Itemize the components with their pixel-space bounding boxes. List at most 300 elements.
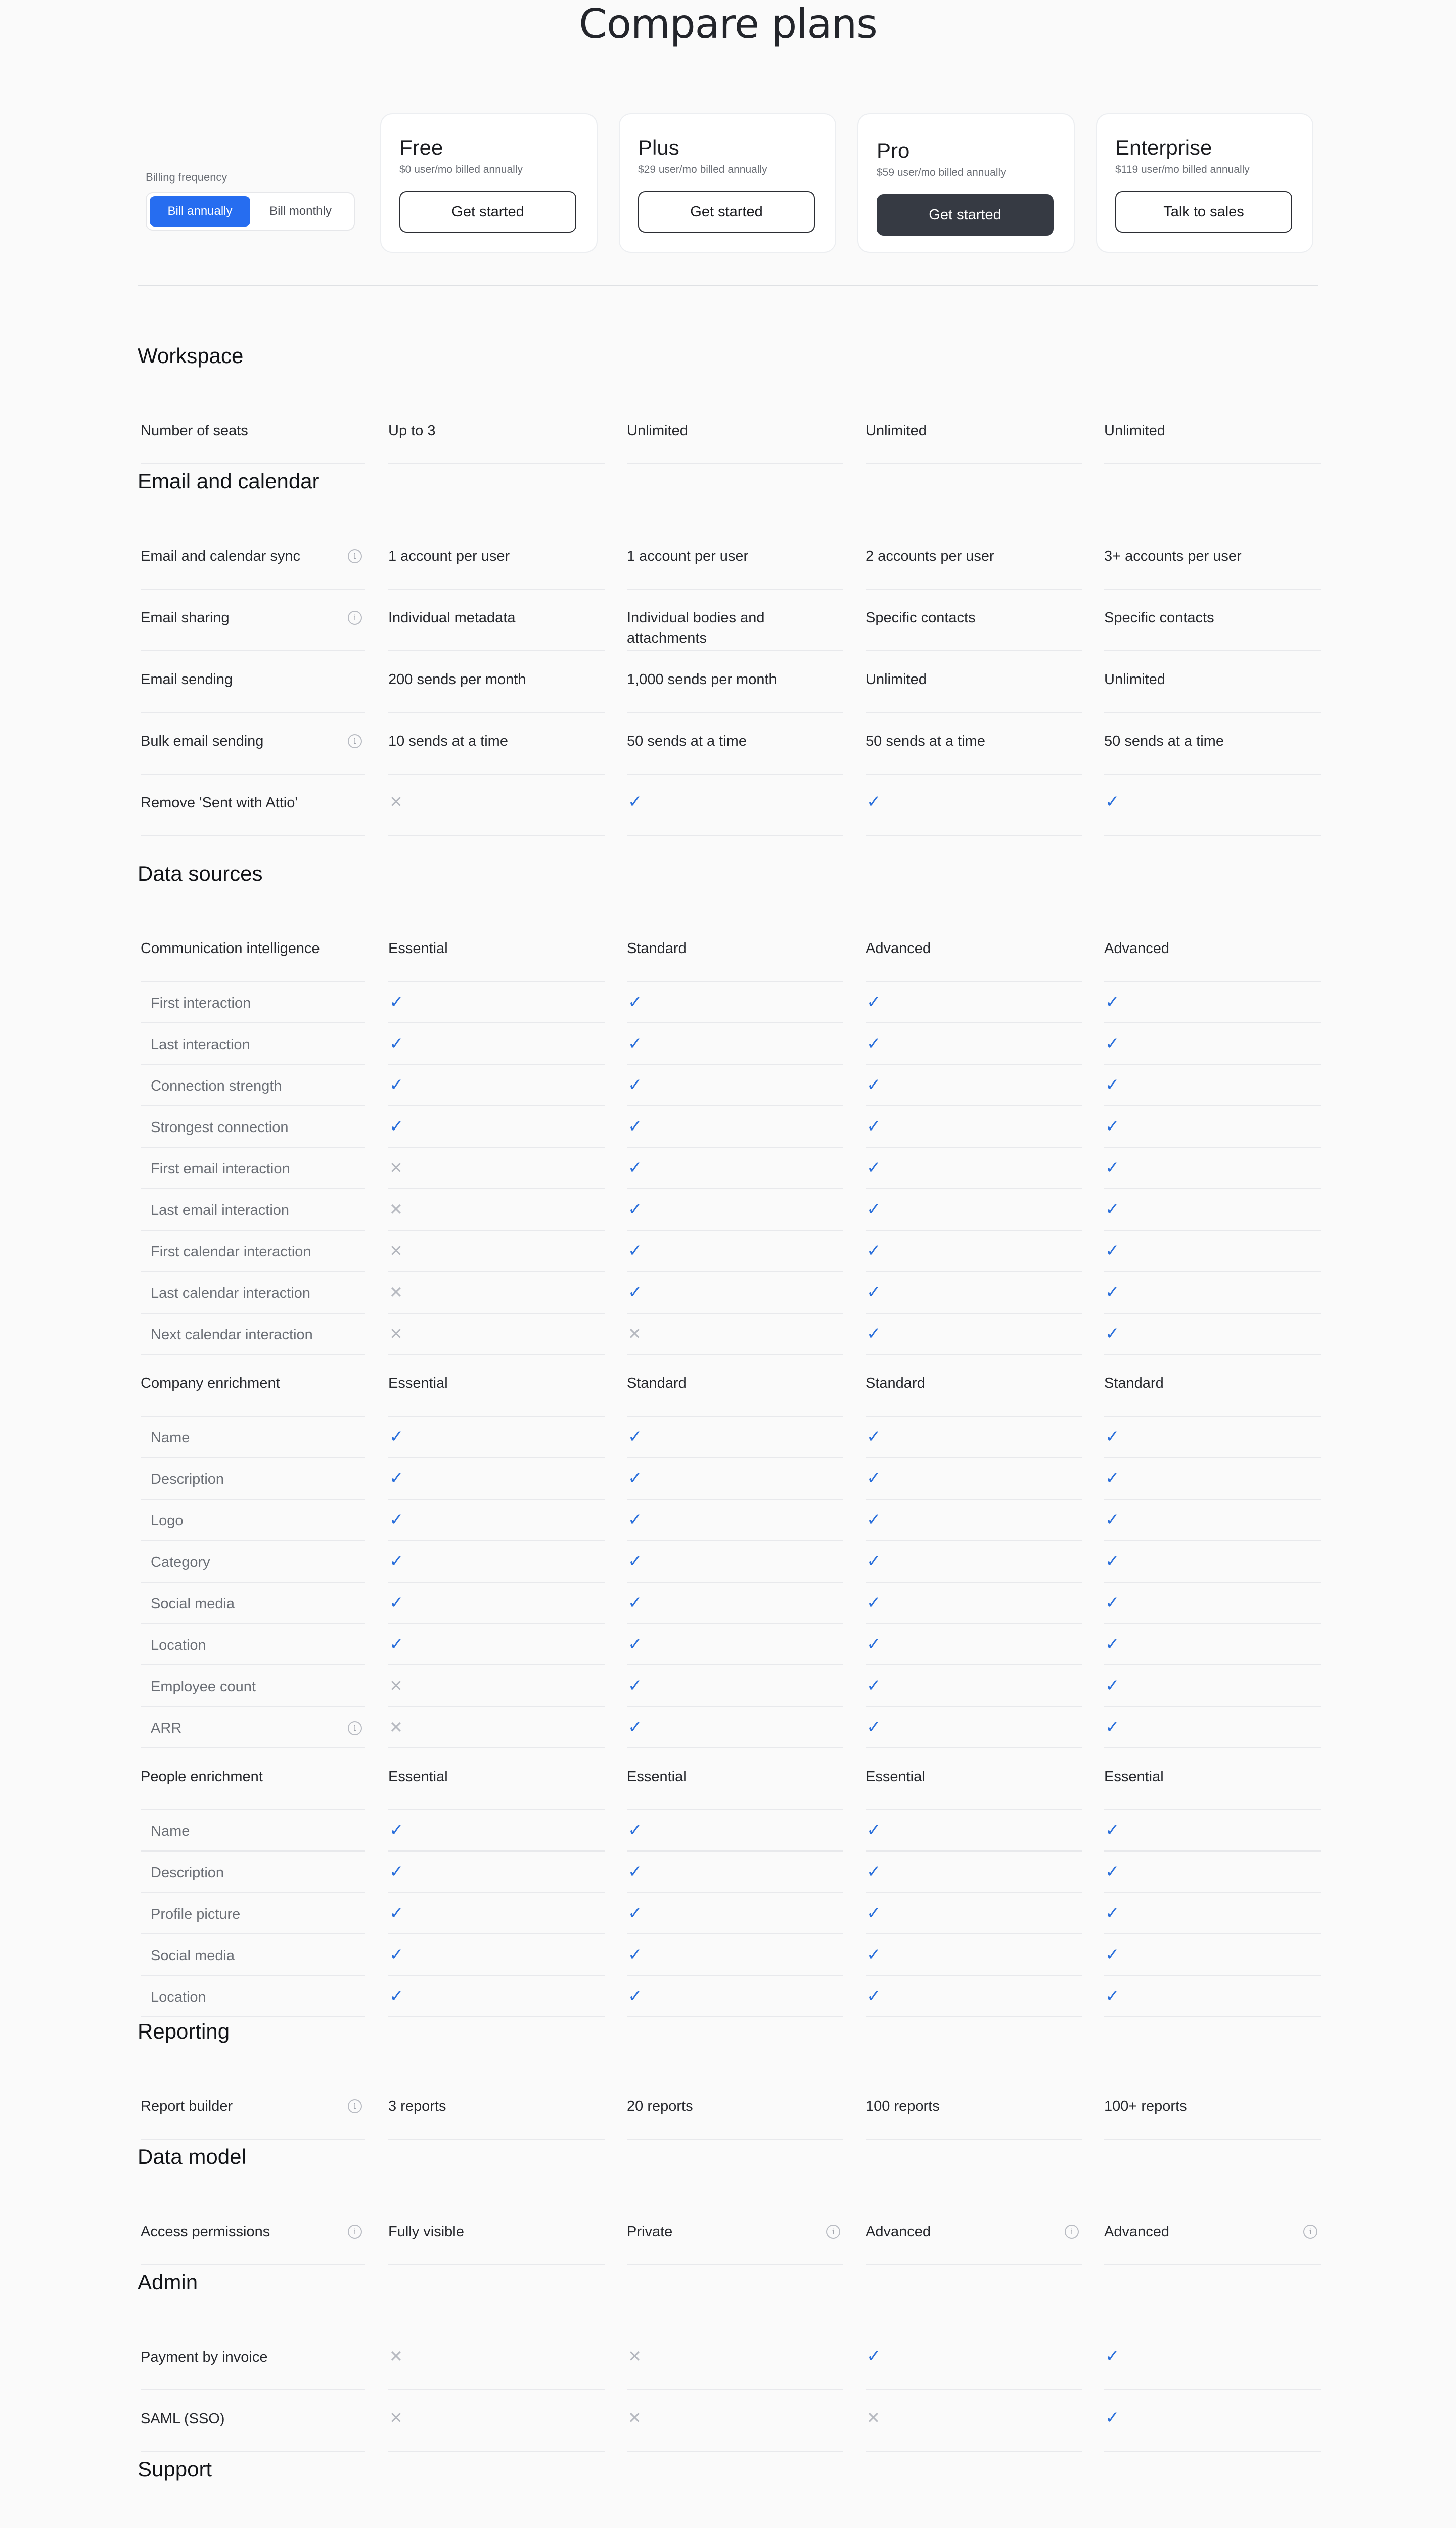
check-icon: ✓: [628, 1158, 643, 1178]
section-title: Data sources: [138, 862, 263, 885]
feature-label: Employee count: [151, 1679, 256, 1695]
plan-value-cell: [1104, 713, 1321, 775]
check-icon: ✓: [628, 1117, 643, 1136]
table-row: [138, 651, 1318, 713]
check-icon: ✓: [867, 1718, 881, 1737]
plan-value: Essential: [627, 1769, 687, 1785]
plan-value-cell: [866, 1148, 1082, 1189]
plan-value-cell: [866, 1272, 1082, 1314]
check-icon: ✓: [867, 1821, 881, 1840]
check-icon: ✓: [389, 1593, 404, 1612]
plan-value-cell: [866, 1189, 1082, 1231]
plan-value-cell: [1104, 2516, 1321, 2528]
table-row: [138, 1148, 1318, 1189]
table-row: [138, 1023, 1318, 1065]
plan-value-cell: [627, 1065, 843, 1106]
plan-value: 200 sends per month: [388, 671, 526, 688]
check-icon: ✓: [867, 1469, 881, 1488]
plan-value-cell: [1104, 1065, 1321, 1106]
check-icon: ✓: [867, 1862, 881, 1881]
plan-value-cell: [866, 1707, 1082, 1748]
plan-value-cell: [866, 2203, 1082, 2265]
plan-value-cell: [866, 920, 1082, 982]
info-icon[interactable]: [348, 611, 362, 625]
table-row: [138, 1665, 1318, 1707]
table-row: [138, 590, 1318, 651]
plan-value-cell: [627, 1500, 843, 1541]
table-row: [138, 1458, 1318, 1500]
plan-value-cell: [866, 1417, 1082, 1458]
feature-cell: [141, 1231, 365, 1272]
plan-value-cell: [866, 402, 1082, 464]
check-icon: ✓: [1105, 2408, 1120, 2427]
plan-value-cell: [388, 1355, 605, 1417]
plan-value-cell: [1104, 590, 1321, 651]
feature-label: Strongest connection: [151, 1119, 289, 1136]
plan-name: Plus: [638, 136, 679, 159]
talk-to-sales-button[interactable]: Talk to sales: [1115, 191, 1292, 233]
get-started-button[interactable]: Get started: [877, 194, 1054, 236]
plan-value-cell: [627, 1893, 843, 1934]
check-icon: ✓: [389, 1862, 404, 1881]
check-icon: ✓: [628, 1510, 643, 1529]
check-icon: ✓: [628, 1552, 643, 1571]
plan-value-cell: [866, 2390, 1082, 2452]
check-icon: ✓: [389, 1469, 404, 1488]
feature-label: Last email interaction: [151, 1202, 290, 1218]
plan-value: Essential: [866, 1769, 925, 1785]
check-icon: ✓: [867, 1427, 881, 1447]
plan-value-cell: [388, 2516, 605, 2528]
cross-icon: ✕: [867, 2409, 880, 2427]
plan-value-cell: [866, 1934, 1082, 1976]
table-row: [138, 2203, 1318, 2265]
check-icon: ✓: [1105, 1427, 1120, 1447]
plan-value-cell: [627, 1314, 843, 1355]
check-icon: ✓: [389, 1510, 404, 1529]
plan-value-cell: [1104, 1106, 1321, 1148]
feature-cell: [141, 1541, 365, 1583]
plan-value-cell: [1104, 1852, 1321, 1893]
check-icon: ✓: [1105, 1117, 1120, 1136]
plan-value-cell: [627, 1852, 843, 1893]
table-row: [138, 1583, 1318, 1624]
plan-value-cell: [866, 1106, 1082, 1148]
plan-value-cell: [866, 1314, 1082, 1355]
check-icon: ✓: [1105, 1510, 1120, 1529]
plan-price: $119 user/mo billed annually: [1115, 164, 1250, 175]
plan-value-cell: [866, 651, 1082, 713]
feature-cell: [141, 1023, 365, 1065]
plan-value-cell: [388, 1417, 605, 1458]
plan-value-cell: [627, 590, 843, 651]
feature-label: People enrichment: [141, 1769, 263, 1785]
plan-value: 3+ accounts per user: [1104, 548, 1242, 564]
check-icon: ✓: [389, 1904, 404, 1923]
plan-value-cell: [627, 402, 843, 464]
check-icon: ✓: [389, 1945, 404, 1964]
plan-value: Individual bodies and attachments: [627, 610, 765, 646]
plan-value-cell: [627, 713, 843, 775]
plan-value: Essential: [1104, 1769, 1164, 1785]
table-row: [138, 1231, 1318, 1272]
plan-value-cell: [866, 1023, 1082, 1065]
check-icon: ✓: [628, 1283, 643, 1302]
plan-name: Enterprise: [1115, 136, 1212, 159]
plan-value-cell: [388, 1748, 605, 1810]
plan-value-cell: [866, 1976, 1082, 2017]
billing-frequency-label: Billing frequency: [146, 171, 228, 184]
feature-cell: [141, 1893, 365, 1934]
check-icon: ✓: [1105, 1593, 1120, 1612]
check-icon: ✓: [628, 1987, 643, 2006]
plan-value-cell: [866, 1624, 1082, 1665]
plan-value-cell: [627, 2329, 843, 2390]
check-icon: ✓: [1105, 1200, 1120, 1219]
bill-annually-button[interactable]: Bill annually: [150, 196, 250, 227]
plan-value-cell: [866, 1355, 1082, 1417]
check-icon: ✓: [867, 1552, 881, 1571]
info-icon[interactable]: [348, 1721, 362, 1735]
check-icon: ✓: [628, 1821, 643, 1840]
plan-value: 1 account per user: [388, 548, 510, 564]
table-row: [138, 2329, 1318, 2390]
info-icon[interactable]: [348, 2225, 362, 2239]
plan-value: Advanced: [1104, 2224, 1169, 2240]
check-icon: ✓: [867, 1200, 881, 1219]
plan-card-plus: [619, 113, 836, 253]
check-icon: ✓: [389, 1987, 404, 2006]
feature-cell: [141, 2203, 365, 2265]
cross-icon: ✕: [628, 1325, 642, 1343]
plan-value-cell: [627, 1810, 843, 1852]
plan-value-cell: [388, 1148, 605, 1189]
table-row: [138, 1417, 1318, 1458]
check-icon: ✓: [867, 1676, 881, 1695]
feature-cell: [141, 1665, 365, 1707]
plan-value-cell: [627, 1272, 843, 1314]
feature-cell: [141, 920, 365, 982]
check-icon: ✓: [1105, 1158, 1120, 1178]
plan-value-cell: [866, 1810, 1082, 1852]
check-icon: ✓: [867, 1158, 881, 1178]
check-icon: ✓: [1105, 1324, 1120, 1343]
billing-frequency: [146, 171, 355, 231]
plan-value-cell: [388, 2329, 605, 2390]
plan-value-cell: [388, 1934, 605, 1976]
plan-value-cell: [1104, 1810, 1321, 1852]
feature-cell: [141, 713, 365, 775]
check-icon: ✓: [867, 1945, 881, 1964]
check-icon: ✓: [1105, 1241, 1120, 1260]
plan-value-cell: [866, 775, 1082, 836]
check-icon: ✓: [867, 1510, 881, 1529]
plan-card-pro: [857, 113, 1075, 253]
cross-icon: ✕: [389, 2347, 403, 2365]
table-row: [138, 1355, 1318, 1417]
check-icon: ✓: [628, 1904, 643, 1923]
plan-value: Standard: [627, 1375, 687, 1391]
check-icon: ✓: [628, 1034, 643, 1053]
plan-value-cell: [627, 1148, 843, 1189]
plan-value-cell: [866, 1231, 1082, 1272]
check-icon: ✓: [867, 1987, 881, 2006]
bill-monthly-button[interactable]: Bill monthly: [269, 204, 332, 218]
table-row: [138, 775, 1318, 836]
plan-value-cell: [388, 1707, 605, 1748]
plan-value-cell: [627, 1458, 843, 1500]
cross-icon: ✕: [389, 1159, 403, 1177]
plan-value: Essential: [388, 940, 448, 957]
check-icon: ✓: [867, 992, 881, 1012]
plan-value: 50 sends at a time: [1104, 733, 1224, 749]
info-icon[interactable]: [348, 549, 362, 563]
plan-value-cell: [627, 1541, 843, 1583]
plan-price: $59 user/mo billed annually: [877, 167, 1006, 178]
check-icon: ✓: [1105, 1945, 1120, 1964]
plan-value-cell: [866, 1748, 1082, 1810]
plan-value-cell: [1104, 1458, 1321, 1500]
get-started-button[interactable]: Get started: [399, 191, 576, 233]
plan-value-cell: [627, 1707, 843, 1748]
feature-cell: [141, 1500, 365, 1541]
plan-value-cell: [1104, 1893, 1321, 1934]
cross-icon: ✕: [389, 1718, 403, 1736]
plan-value-cell: [627, 920, 843, 982]
info-icon[interactable]: [826, 2225, 840, 2239]
info-icon[interactable]: [1065, 2225, 1079, 2239]
feature-cell: [141, 1852, 365, 1893]
plan-value: Specific contacts: [866, 610, 976, 626]
cross-icon: ✕: [389, 1283, 403, 1301]
check-icon: ✓: [867, 1075, 881, 1095]
table-row: [138, 1272, 1318, 1314]
plan-value-cell: [1104, 1583, 1321, 1624]
plan-value-cell: [388, 402, 605, 464]
plan-value-cell: [1104, 1934, 1321, 1976]
plan-value-cell: [388, 713, 605, 775]
table-row: [138, 1852, 1318, 1893]
feature-label: SAML (SSO): [141, 2411, 225, 2427]
feature-cell: [141, 590, 365, 651]
table-row: [138, 1500, 1318, 1541]
plan-value-cell: [627, 982, 843, 1023]
plan-value-cell: [388, 1065, 605, 1106]
table-row: [138, 2516, 1318, 2528]
check-icon: ✓: [628, 1718, 643, 1737]
check-icon: ✓: [867, 1635, 881, 1654]
feature-cell: [141, 1458, 365, 1500]
feature-cell: [141, 1355, 365, 1417]
plan-value-cell: [1104, 2390, 1321, 2452]
table-row: [138, 402, 1318, 464]
feature-label: Location: [151, 1637, 206, 1653]
table-row: [138, 2390, 1318, 2452]
plan-value-cell: [627, 2516, 843, 2528]
feature-label: Access permissions: [141, 2224, 270, 2240]
feature-label: Location: [151, 1989, 206, 2005]
plan-value-cell: [866, 1065, 1082, 1106]
plan-value: 100 reports: [866, 2098, 940, 2114]
plan-value: Unlimited: [627, 423, 688, 439]
get-started-button[interactable]: Get started: [638, 191, 815, 233]
table-row: [138, 1106, 1318, 1148]
check-icon: ✓: [1105, 992, 1120, 1012]
plan-value-cell: [627, 1231, 843, 1272]
plan-value-cell: [866, 1665, 1082, 1707]
plan-value-cell: [627, 1106, 843, 1148]
plan-value-cell: [627, 528, 843, 590]
plan-value-cell: [866, 590, 1082, 651]
plan-value-cell: [866, 1852, 1082, 1893]
table-row: [138, 1541, 1318, 1583]
feature-label: Description: [151, 1471, 224, 1487]
check-icon: ✓: [867, 2346, 881, 2366]
plan-value-cell: [866, 713, 1082, 775]
check-icon: ✓: [1105, 1075, 1120, 1095]
check-icon: ✓: [389, 1075, 404, 1095]
check-icon: ✓: [389, 1034, 404, 1053]
plan-value-cell: [1104, 1023, 1321, 1065]
plan-value: Unlimited: [1104, 671, 1165, 688]
feature-label: Payment by invoice: [141, 2349, 268, 2365]
plan-value-cell: [627, 1583, 843, 1624]
plan-value-cell: [388, 1624, 605, 1665]
plan-value-cell: [388, 1976, 605, 2017]
feature-cell: [141, 2329, 365, 2390]
plan-value: 20 reports: [627, 2098, 693, 2114]
section-title: Email and calendar: [138, 469, 320, 493]
plan-value: Essential: [388, 1375, 448, 1391]
feature-label: Number of seats: [141, 423, 248, 439]
table-row: [138, 2078, 1318, 2140]
plan-value-cell: [1104, 1148, 1321, 1189]
check-icon: ✓: [1105, 1552, 1120, 1571]
feature-label: First calendar interaction: [151, 1244, 311, 1260]
plan-value: 10 sends at a time: [388, 733, 508, 749]
plan-card-enterprise: [1096, 113, 1313, 253]
plan-value: Advanced: [866, 2224, 931, 2240]
plan-value: 1 account per user: [627, 548, 749, 564]
check-icon: ✓: [867, 1593, 881, 1612]
plan-value-cell: [388, 2203, 605, 2265]
plan-value: Specific contacts: [1104, 610, 1214, 626]
feature-label: Next calendar interaction: [151, 1327, 313, 1343]
plan-value-cell: [1104, 1976, 1321, 2017]
cross-icon: ✕: [389, 1242, 403, 1260]
check-icon: ✓: [1105, 1821, 1120, 1840]
plan-value-cell: [388, 1583, 605, 1624]
plan-value-cell: [1104, 982, 1321, 1023]
plan-value-cell: [388, 2390, 605, 2452]
feature-label: First email interaction: [151, 1161, 290, 1177]
feature-label: Company enrichment: [141, 1375, 280, 1391]
cross-icon: ✕: [389, 1325, 403, 1343]
table-row: [138, 1976, 1318, 2017]
plan-value-cell: [1104, 1624, 1321, 1665]
plan-value-cell: [1104, 920, 1321, 982]
check-icon: ✓: [628, 992, 643, 1012]
check-icon: ✓: [867, 1283, 881, 1302]
table-row: [138, 1810, 1318, 1852]
check-icon: ✓: [1105, 2346, 1120, 2366]
feature-label: First interaction: [151, 995, 251, 1011]
check-icon: ✓: [1105, 1635, 1120, 1654]
plan-value-cell: [388, 1231, 605, 1272]
plan-value-cell: [866, 1500, 1082, 1541]
plan-value-cell: [1104, 1665, 1321, 1707]
plan-value-cell: [627, 1417, 843, 1458]
check-icon: ✓: [867, 1117, 881, 1136]
plan-value-cell: [1104, 651, 1321, 713]
feature-cell: [141, 2078, 365, 2140]
plan-value-cell: [627, 651, 843, 713]
check-icon: ✓: [628, 1945, 643, 1964]
table-row: [138, 1748, 1318, 1810]
check-icon: ✓: [389, 992, 404, 1012]
check-icon: ✓: [628, 792, 643, 811]
feature-label: Social media: [151, 1596, 235, 1612]
table-row: [138, 1314, 1318, 1355]
plan-value: Private: [627, 2224, 673, 2240]
check-icon: ✓: [628, 1862, 643, 1881]
plan-value: 50 sends at a time: [627, 733, 747, 749]
table-row: [138, 528, 1318, 590]
check-icon: ✓: [628, 1635, 643, 1654]
cross-icon: ✕: [389, 793, 403, 811]
feature-cell: [141, 1417, 365, 1458]
plan-value-cell: [388, 528, 605, 590]
cross-icon: ✕: [389, 1677, 403, 1695]
table-row: [138, 1707, 1318, 1748]
plan-card-free: [380, 113, 598, 253]
plan-value: Standard: [1104, 1375, 1164, 1391]
plan-value-cell: [388, 651, 605, 713]
plan-value: Up to 3: [388, 423, 436, 439]
info-icon[interactable]: [1303, 2225, 1317, 2239]
feature-cell: [141, 775, 365, 836]
check-icon: ✓: [628, 1427, 643, 1447]
plan-value-cell: [866, 982, 1082, 1023]
plan-value-cell: [627, 2078, 843, 2140]
feature-cell: [141, 402, 365, 464]
plan-value-cell: [1104, 775, 1321, 836]
plan-value-cell: [388, 1314, 605, 1355]
plan-value: Unlimited: [866, 671, 927, 688]
plan-value-cell: [1104, 1500, 1321, 1541]
info-icon[interactable]: [348, 734, 362, 748]
check-icon: ✓: [389, 1821, 404, 1840]
plan-value-cell: [1104, 528, 1321, 590]
check-icon: ✓: [1105, 1862, 1120, 1881]
info-icon[interactable]: [348, 2099, 362, 2113]
check-icon: ✓: [628, 1469, 643, 1488]
feature-cell: [141, 1148, 365, 1189]
feature-cell: [141, 1272, 365, 1314]
plan-value-cell: [866, 2078, 1082, 2140]
plan-value-cell: [1104, 1707, 1321, 1748]
plan-value-cell: [1104, 1541, 1321, 1583]
plan-price: $29 user/mo billed annually: [638, 164, 767, 175]
plan-value-cell: [388, 1023, 605, 1065]
plan-value: Fully visible: [388, 2224, 464, 2240]
table-row: [138, 1065, 1318, 1106]
table-row: [138, 1624, 1318, 1665]
feature-label: Last interaction: [151, 1036, 250, 1053]
cross-icon: ✕: [628, 2409, 642, 2427]
feature-cell: [141, 1810, 365, 1852]
plan-value-cell: [627, 1355, 843, 1417]
